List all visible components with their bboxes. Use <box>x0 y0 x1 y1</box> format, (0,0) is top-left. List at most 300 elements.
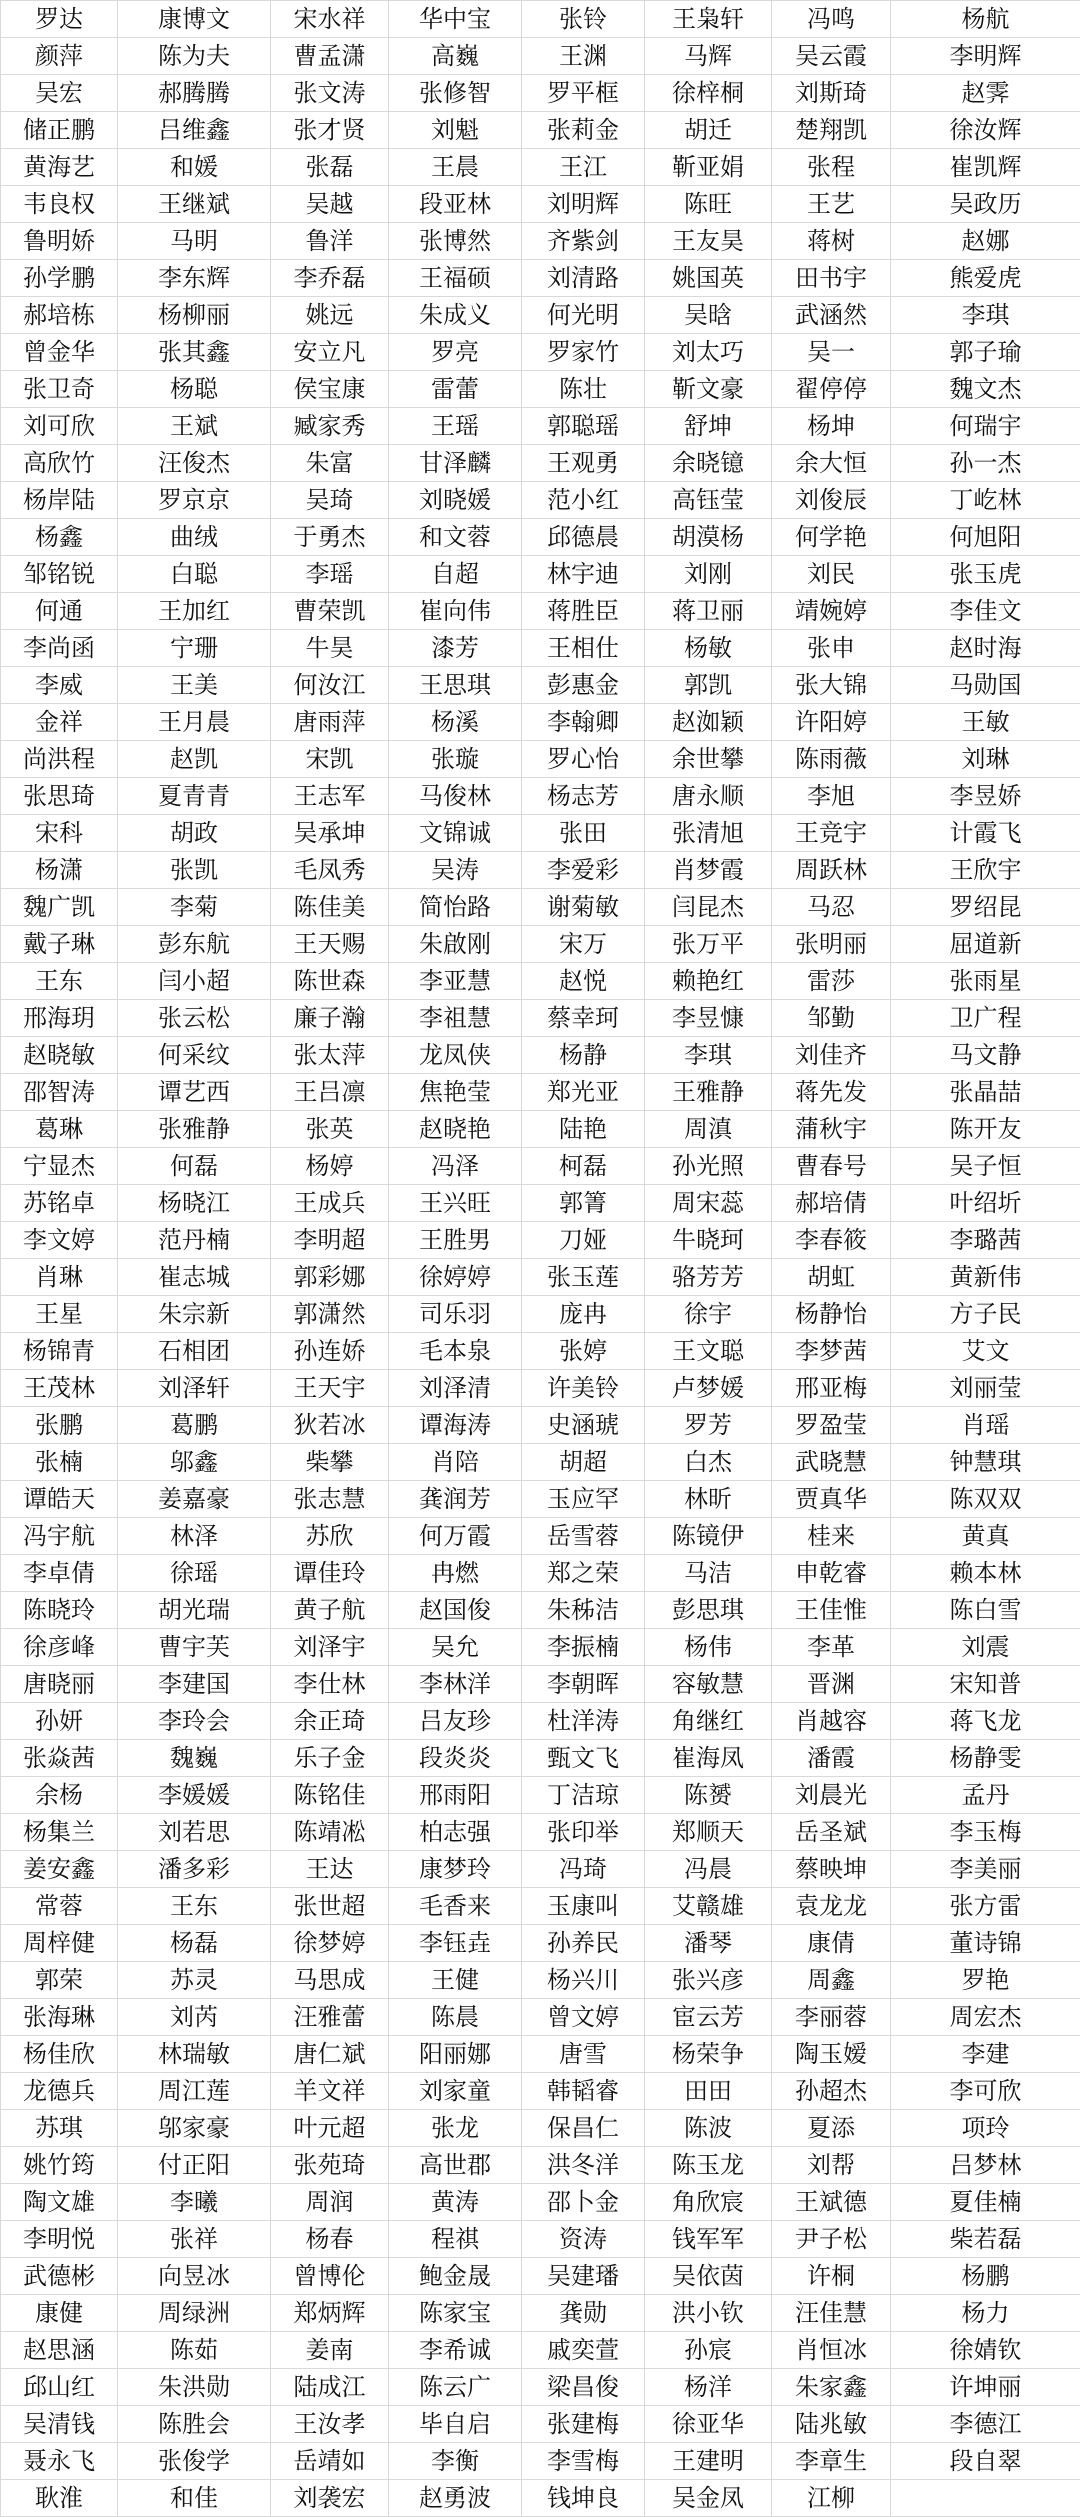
name-cell: 毛本泉 <box>389 1333 522 1370</box>
name-cell: 雷莎 <box>772 963 891 1000</box>
name-cell: 徐梦婷 <box>271 1925 389 1962</box>
name-cell: 韦良权 <box>1 186 118 223</box>
name-cell: 曹荣凯 <box>271 593 389 630</box>
name-cell: 王加红 <box>118 593 271 630</box>
name-cell: 洪冬洋 <box>522 2147 645 2184</box>
name-cell: 范小红 <box>522 482 645 519</box>
name-cell: 康博文 <box>118 1 271 38</box>
name-cell: 王文聪 <box>645 1333 772 1370</box>
name-cell: 张世超 <box>271 1888 389 1925</box>
name-cell: 张晶喆 <box>891 1074 1080 1111</box>
name-cell: 赵勇波 <box>389 2480 522 2517</box>
name-cell: 杨志芳 <box>522 778 645 815</box>
name-cell: 肖越容 <box>772 1703 891 1740</box>
name-cell: 张祥 <box>118 2221 271 2258</box>
name-cell: 姚国英 <box>645 260 772 297</box>
name-cell: 罗平框 <box>522 75 645 112</box>
name-cell: 李明悦 <box>1 2221 118 2258</box>
name-cell: 何通 <box>1 593 118 630</box>
table-row <box>1 2295 1080 2332</box>
name-cell: 张玉虎 <box>891 556 1080 593</box>
name-cell: 肖瑶 <box>891 1407 1080 1444</box>
name-cell: 钟慧琪 <box>891 1444 1080 1481</box>
name-cell: 金祥 <box>1 704 118 741</box>
name-cell: 李威 <box>1 667 118 704</box>
name-cell: 赖本林 <box>891 1555 1080 1592</box>
name-cell: 周宏杰 <box>891 1999 1080 2036</box>
name-cell: 罗达 <box>1 1 118 38</box>
name-cell: 于勇杰 <box>271 519 389 556</box>
name-cell: 郑之荣 <box>522 1555 645 1592</box>
name-cell: 李章生 <box>772 2443 891 2480</box>
name-cell: 赵国俊 <box>389 1592 522 1629</box>
name-cell: 王达 <box>271 1851 389 1888</box>
name-cell: 张田 <box>522 815 645 852</box>
name-cell: 杜洋涛 <box>522 1703 645 1740</box>
name-cell: 肖琳 <box>1 1259 118 1296</box>
name-cell: 王成兵 <box>271 1185 389 1222</box>
name-cell: 叶元超 <box>271 2110 389 2147</box>
name-cell: 周绿洲 <box>118 2295 271 2332</box>
name-cell: 陈晓玲 <box>1 1592 118 1629</box>
name-cell: 林泽 <box>118 1518 271 1555</box>
name-cell: 焦艳莹 <box>389 1074 522 1111</box>
name-cell: 赖艳红 <box>645 963 772 1000</box>
name-cell: 张大锦 <box>772 667 891 704</box>
name-cell: 刘太巧 <box>645 334 772 371</box>
name-cell: 陈佳美 <box>271 889 389 926</box>
name-cell: 朱宗新 <box>118 1296 271 1333</box>
name-cell: 胡政 <box>118 815 271 852</box>
table-row <box>1 1740 1080 1777</box>
name-cell: 吕友珍 <box>389 1703 522 1740</box>
name-cell: 王斌德 <box>772 2184 891 2221</box>
name-cell: 李建 <box>891 2036 1080 2073</box>
name-cell: 王继斌 <box>118 186 271 223</box>
name-cell: 洪小钦 <box>645 2295 772 2332</box>
name-cell: 邱德晨 <box>522 519 645 556</box>
name-cell: 陈茹 <box>118 2332 271 2369</box>
name-cell: 周梓健 <box>1 1925 118 1962</box>
name-cell: 李丽蓉 <box>772 1999 891 2036</box>
name-cell: 胡超 <box>522 1444 645 1481</box>
name-cell: 刘袭宏 <box>271 2480 389 2517</box>
table-row <box>1 852 1080 889</box>
name-cell: 武德彬 <box>1 2258 118 2295</box>
name-cell: 刘琳 <box>891 741 1080 778</box>
name-cell: 李璐茜 <box>891 1222 1080 1259</box>
name-cell: 郭凯 <box>645 667 772 704</box>
name-cell: 李振楠 <box>522 1629 645 1666</box>
name-cell: 唐雪 <box>522 2036 645 2073</box>
table-row <box>1 2036 1080 2073</box>
name-cell: 吴越 <box>271 186 389 223</box>
name-cell: 张云松 <box>118 1000 271 1037</box>
name-cell: 陶玉嫒 <box>772 2036 891 2073</box>
name-cell: 黄子航 <box>271 1592 389 1629</box>
name-cell: 苏欣 <box>271 1518 389 1555</box>
name-cell: 高钰莹 <box>645 482 772 519</box>
name-cell: 张兴彦 <box>645 1962 772 1999</box>
name-cell: 罗绍昆 <box>891 889 1080 926</box>
name-cell: 靳亚娟 <box>645 149 772 186</box>
name-cell: 蒲秋宇 <box>772 1111 891 1148</box>
name-cell: 邹铭锐 <box>1 556 118 593</box>
name-cell: 李佳文 <box>891 593 1080 630</box>
name-cell: 杨婷 <box>271 1148 389 1185</box>
name-cell: 杨聪 <box>118 371 271 408</box>
name-cell: 杨潇 <box>1 852 118 889</box>
name-cell: 邬家豪 <box>118 2110 271 2147</box>
name-cell: 孙学鹏 <box>1 260 118 297</box>
name-cell: 彭思琪 <box>645 1592 772 1629</box>
name-cell: 胡漠杨 <box>645 519 772 556</box>
name-cell: 刘晨光 <box>772 1777 891 1814</box>
name-cell: 梁昌俊 <box>522 2369 645 2406</box>
name-cell: 张文涛 <box>271 75 389 112</box>
name-cell: 郝腾腾 <box>118 75 271 112</box>
name-cell: 羊文祥 <box>271 2073 389 2110</box>
name-cell: 刘丽莹 <box>891 1370 1080 1407</box>
name-cell: 潘琴 <box>645 1925 772 1962</box>
name-cell: 玉应罕 <box>522 1481 645 1518</box>
name-cell: 曾文婷 <box>522 1999 645 2036</box>
name-cell: 颜萍 <box>1 38 118 75</box>
name-cell: 王江 <box>522 149 645 186</box>
table-row <box>1 334 1080 371</box>
name-cell: 冯晨 <box>645 1851 772 1888</box>
name-cell: 陈开友 <box>891 1111 1080 1148</box>
name-cell: 李琪 <box>645 1037 772 1074</box>
name-cell: 蒋树 <box>772 223 891 260</box>
name-cell: 潘多彩 <box>118 1851 271 1888</box>
name-cell: 邢亚梅 <box>772 1370 891 1407</box>
table-row <box>1 1037 1080 1074</box>
name-cell: 李东辉 <box>118 260 271 297</box>
name-cell: 刘民 <box>772 556 891 593</box>
name-cell: 王瑶 <box>389 408 522 445</box>
name-cell: 龚勋 <box>522 2295 645 2332</box>
name-cell: 张海琳 <box>1 1999 118 2036</box>
name-cell: 何磊 <box>118 1148 271 1185</box>
name-cell: 耿淮 <box>1 2480 118 2517</box>
name-cell: 丁屹林 <box>891 482 1080 519</box>
name-cell: 付正阳 <box>118 2147 271 2184</box>
name-cell: 孙一杰 <box>891 445 1080 482</box>
name-cell: 陈晨 <box>389 1999 522 2036</box>
name-cell: 宁珊 <box>118 630 271 667</box>
table-row <box>1 371 1080 408</box>
name-cell: 马洁 <box>645 1555 772 1592</box>
name-cell: 徐瑶 <box>118 1555 271 1592</box>
name-cell: 黄海艺 <box>1 149 118 186</box>
name-cell: 孟丹 <box>891 1777 1080 1814</box>
name-cell: 冯琦 <box>522 1851 645 1888</box>
name-cell: 孙超杰 <box>772 2073 891 2110</box>
name-cell: 张俊学 <box>118 2443 271 2480</box>
name-cell: 李媛媛 <box>118 1777 271 1814</box>
table-row <box>1 482 1080 519</box>
name-cell: 魏文杰 <box>891 371 1080 408</box>
name-cell: 赵娜 <box>891 223 1080 260</box>
name-cell: 邵智涛 <box>1 1074 118 1111</box>
name-cell: 卫广程 <box>891 1000 1080 1037</box>
name-cell: 吴依茵 <box>645 2258 772 2295</box>
name-cell: 刘晓媛 <box>389 482 522 519</box>
name-cell: 刘泽轩 <box>118 1370 271 1407</box>
table-row <box>1 2073 1080 2110</box>
name-cell: 李朝晖 <box>522 1666 645 1703</box>
name-cell: 张雨星 <box>891 963 1080 1000</box>
name-cell: 张万平 <box>645 926 772 963</box>
name-cell: 闫小超 <box>118 963 271 1000</box>
table-row <box>1 1 1080 38</box>
name-cell: 段自翠 <box>891 2443 1080 2480</box>
name-cell: 杨伟 <box>645 1629 772 1666</box>
name-cell: 魏巍 <box>118 1740 271 1777</box>
table-row <box>1 1185 1080 1222</box>
name-cell: 夏佳楠 <box>891 2184 1080 2221</box>
name-cell: 胡虹 <box>772 1259 891 1296</box>
table-row <box>1 704 1080 741</box>
name-cell: 曲绒 <box>118 519 271 556</box>
name-cell: 陶文雄 <box>1 2184 118 2221</box>
name-cell: 容敏慧 <box>645 1666 772 1703</box>
name-cell: 李可欣 <box>891 2073 1080 2110</box>
name-cell: 张卫奇 <box>1 371 118 408</box>
name-cell: 艾赣雄 <box>645 1888 772 1925</box>
name-cell: 魏广凯 <box>1 889 118 926</box>
name-cell: 吴允 <box>389 1629 522 1666</box>
name-cell: 王吕凛 <box>271 1074 389 1111</box>
name-cell: 康健 <box>1 2295 118 2332</box>
name-cell: 谭海涛 <box>389 1407 522 1444</box>
name-cell: 朱成义 <box>389 297 522 334</box>
name-cell: 史涵琥 <box>522 1407 645 1444</box>
name-cell: 康梦玲 <box>389 1851 522 1888</box>
name-cell: 宦云芳 <box>645 1999 772 2036</box>
table-row <box>1 1814 1080 1851</box>
name-cell: 杨敏 <box>645 630 772 667</box>
name-cell: 崔海凤 <box>645 1740 772 1777</box>
name-cell: 孙宸 <box>645 2332 772 2369</box>
name-cell: 康倩 <box>772 1925 891 1962</box>
name-cell: 高巍 <box>389 38 522 75</box>
name-cell: 张才贤 <box>271 112 389 149</box>
name-cell: 丁洁琼 <box>522 1777 645 1814</box>
name-cell: 角继红 <box>645 1703 772 1740</box>
name-cell: 杨磊 <box>118 1925 271 1962</box>
name-cell: 司乐羽 <box>389 1296 522 1333</box>
name-cell: 李衡 <box>389 2443 522 2480</box>
name-cell: 李菊 <box>118 889 271 926</box>
table-row <box>1 1222 1080 1259</box>
name-cell: 李乔磊 <box>271 260 389 297</box>
name-cell: 陈世森 <box>271 963 389 1000</box>
name-cell: 冯鸣 <box>772 1 891 38</box>
name-cell: 保昌仁 <box>522 2110 645 2147</box>
name-cell: 牛晓珂 <box>645 1222 772 1259</box>
table-row <box>1 889 1080 926</box>
name-cell: 项玲 <box>891 2110 1080 2147</box>
table-row <box>1 1333 1080 1370</box>
name-cell: 狄若冰 <box>271 1407 389 1444</box>
name-cell: 何采纹 <box>118 1037 271 1074</box>
name-cell: 刘泽宇 <box>271 1629 389 1666</box>
name-cell: 周润 <box>271 2184 389 2221</box>
name-cell: 夏青青 <box>118 778 271 815</box>
name-cell: 张清旭 <box>645 815 772 852</box>
name-cell: 马俊林 <box>389 778 522 815</box>
table-row <box>1 1851 1080 1888</box>
name-cell: 李明超 <box>271 1222 389 1259</box>
name-cell: 李建国 <box>118 1666 271 1703</box>
name-cell: 龚润芳 <box>389 1481 522 1518</box>
table-row <box>1 1518 1080 1555</box>
name-cell: 崔凯辉 <box>891 149 1080 186</box>
name-cell: 戚奕萱 <box>522 2332 645 2369</box>
name-cell: 蔡映坤 <box>772 1851 891 1888</box>
name-cell: 蒋胜臣 <box>522 593 645 630</box>
name-cell: 邢海玥 <box>1 1000 118 1037</box>
name-cell: 吴建璠 <box>522 2258 645 2295</box>
name-cell: 唐晓丽 <box>1 1666 118 1703</box>
table-row <box>1 2258 1080 2295</box>
name-cell: 王志军 <box>271 778 389 815</box>
table-row <box>1 2147 1080 2184</box>
name-cell: 杨静 <box>522 1037 645 1074</box>
table-row <box>1 963 1080 1000</box>
name-cell: 马忍 <box>772 889 891 926</box>
name-cell: 王东 <box>118 1888 271 1925</box>
name-cell: 周跃林 <box>772 852 891 889</box>
name-cell: 聂永飞 <box>1 2443 118 2480</box>
name-cell: 夏添 <box>772 2110 891 2147</box>
name-cell: 闫昆杰 <box>645 889 772 926</box>
name-cell: 邱山红 <box>1 2369 118 2406</box>
name-cell: 毛凤秀 <box>271 852 389 889</box>
name-cell: 杨航 <box>891 1 1080 38</box>
name-cell: 宋科 <box>1 815 118 852</box>
name-cell: 苏灵 <box>118 1962 271 1999</box>
name-cell: 李德江 <box>891 2406 1080 2443</box>
table-row <box>1 926 1080 963</box>
name-cell: 王汝孝 <box>271 2406 389 2443</box>
name-cell: 赵晓敏 <box>1 1037 118 1074</box>
table-row <box>1 2443 1080 2480</box>
name-cell: 段亚林 <box>389 186 522 223</box>
name-cell: 王斌 <box>118 408 271 445</box>
name-cell: 王渊 <box>522 38 645 75</box>
name-cell: 陈壮 <box>522 371 645 408</box>
name-cell: 李革 <box>772 1629 891 1666</box>
table-row <box>1 2110 1080 2147</box>
table-row <box>1 1703 1080 1740</box>
table-row <box>1 741 1080 778</box>
name-cell: 阳丽娜 <box>389 2036 522 2073</box>
name-cell: 申乾睿 <box>772 1555 891 1592</box>
name-cell: 罗芳 <box>645 1407 772 1444</box>
name-cell: 柴攀 <box>271 1444 389 1481</box>
name-cell: 王艺 <box>772 186 891 223</box>
name-cell: 郝培栋 <box>1 297 118 334</box>
name-cell: 简怡路 <box>389 889 522 926</box>
name-cell: 张磊 <box>271 149 389 186</box>
table-row <box>1 2480 1080 2517</box>
name-cell: 宋万 <box>522 926 645 963</box>
name-cell: 汪佳慧 <box>772 2295 891 2332</box>
name-cell: 余世攀 <box>645 741 772 778</box>
name-cell: 王胜男 <box>389 1222 522 1259</box>
name-cell: 臧家秀 <box>271 408 389 445</box>
name-cell: 陈旺 <box>645 186 772 223</box>
name-cell: 刘若思 <box>118 1814 271 1851</box>
name-cell: 和佳 <box>118 2480 271 2517</box>
name-cell: 庞冉 <box>522 1296 645 1333</box>
name-cell: 邹勤 <box>772 1000 891 1037</box>
name-cell: 陆兆敏 <box>772 2406 891 2443</box>
name-cell: 曹孟潇 <box>271 38 389 75</box>
name-cell: 杨坤 <box>772 408 891 445</box>
name-cell: 何瑞宇 <box>891 408 1080 445</box>
name-cell: 杨岸陆 <box>1 482 118 519</box>
name-cell: 许阳婷 <box>772 704 891 741</box>
name-cell: 陈双双 <box>891 1481 1080 1518</box>
name-cell: 吴金凤 <box>645 2480 772 2517</box>
name-cell: 徐宇 <box>645 1296 772 1333</box>
name-cell: 王敏 <box>891 704 1080 741</box>
name-cell: 袁龙龙 <box>772 1888 891 1925</box>
name-cell: 彭东航 <box>118 926 271 963</box>
table-row <box>1 593 1080 630</box>
name-cell: 何万霞 <box>389 1518 522 1555</box>
table-row <box>1 1962 1080 1999</box>
name-cell: 李翰卿 <box>522 704 645 741</box>
name-cell: 郭潇然 <box>271 1296 389 1333</box>
name-cell: 李爱彩 <box>522 852 645 889</box>
name-cell: 潘霞 <box>772 1740 891 1777</box>
name-cell: 李仕林 <box>271 1666 389 1703</box>
name-cell: 谭皓天 <box>1 1481 118 1518</box>
name-cell: 刘明辉 <box>522 186 645 223</box>
name-cell: 杨锦青 <box>1 1333 118 1370</box>
name-cell: 陈靖凇 <box>271 1814 389 1851</box>
name-cell: 王欣宇 <box>891 852 1080 889</box>
name-cell: 谢菊敏 <box>522 889 645 926</box>
name-cell: 陈镜伊 <box>645 1518 772 1555</box>
name-cell: 王健 <box>389 1962 522 1999</box>
name-cell: 谭艺西 <box>118 1074 271 1111</box>
name-cell: 角欣宸 <box>645 2184 772 2221</box>
name-cell: 蔡幸珂 <box>522 1000 645 1037</box>
name-cell: 宋凯 <box>271 741 389 778</box>
name-cell: 朱洪勋 <box>118 2369 271 2406</box>
name-cell: 龙德兵 <box>1 2073 118 2110</box>
table-row <box>1 1074 1080 1111</box>
name-cell: 储正鹏 <box>1 112 118 149</box>
name-cell: 楚翔凯 <box>772 112 891 149</box>
table-row <box>1 1370 1080 1407</box>
table-row <box>1 1555 1080 1592</box>
name-cell: 雷蕾 <box>389 371 522 408</box>
name-cell: 屈道新 <box>891 926 1080 963</box>
name-cell: 张建梅 <box>522 2406 645 2443</box>
name-cell: 范丹楠 <box>118 1222 271 1259</box>
name-cell: 李瑶 <box>271 556 389 593</box>
name-cell: 唐永顺 <box>645 778 772 815</box>
name-cell: 卢梦媛 <box>645 1370 772 1407</box>
name-cell: 刘震 <box>891 1629 1080 1666</box>
